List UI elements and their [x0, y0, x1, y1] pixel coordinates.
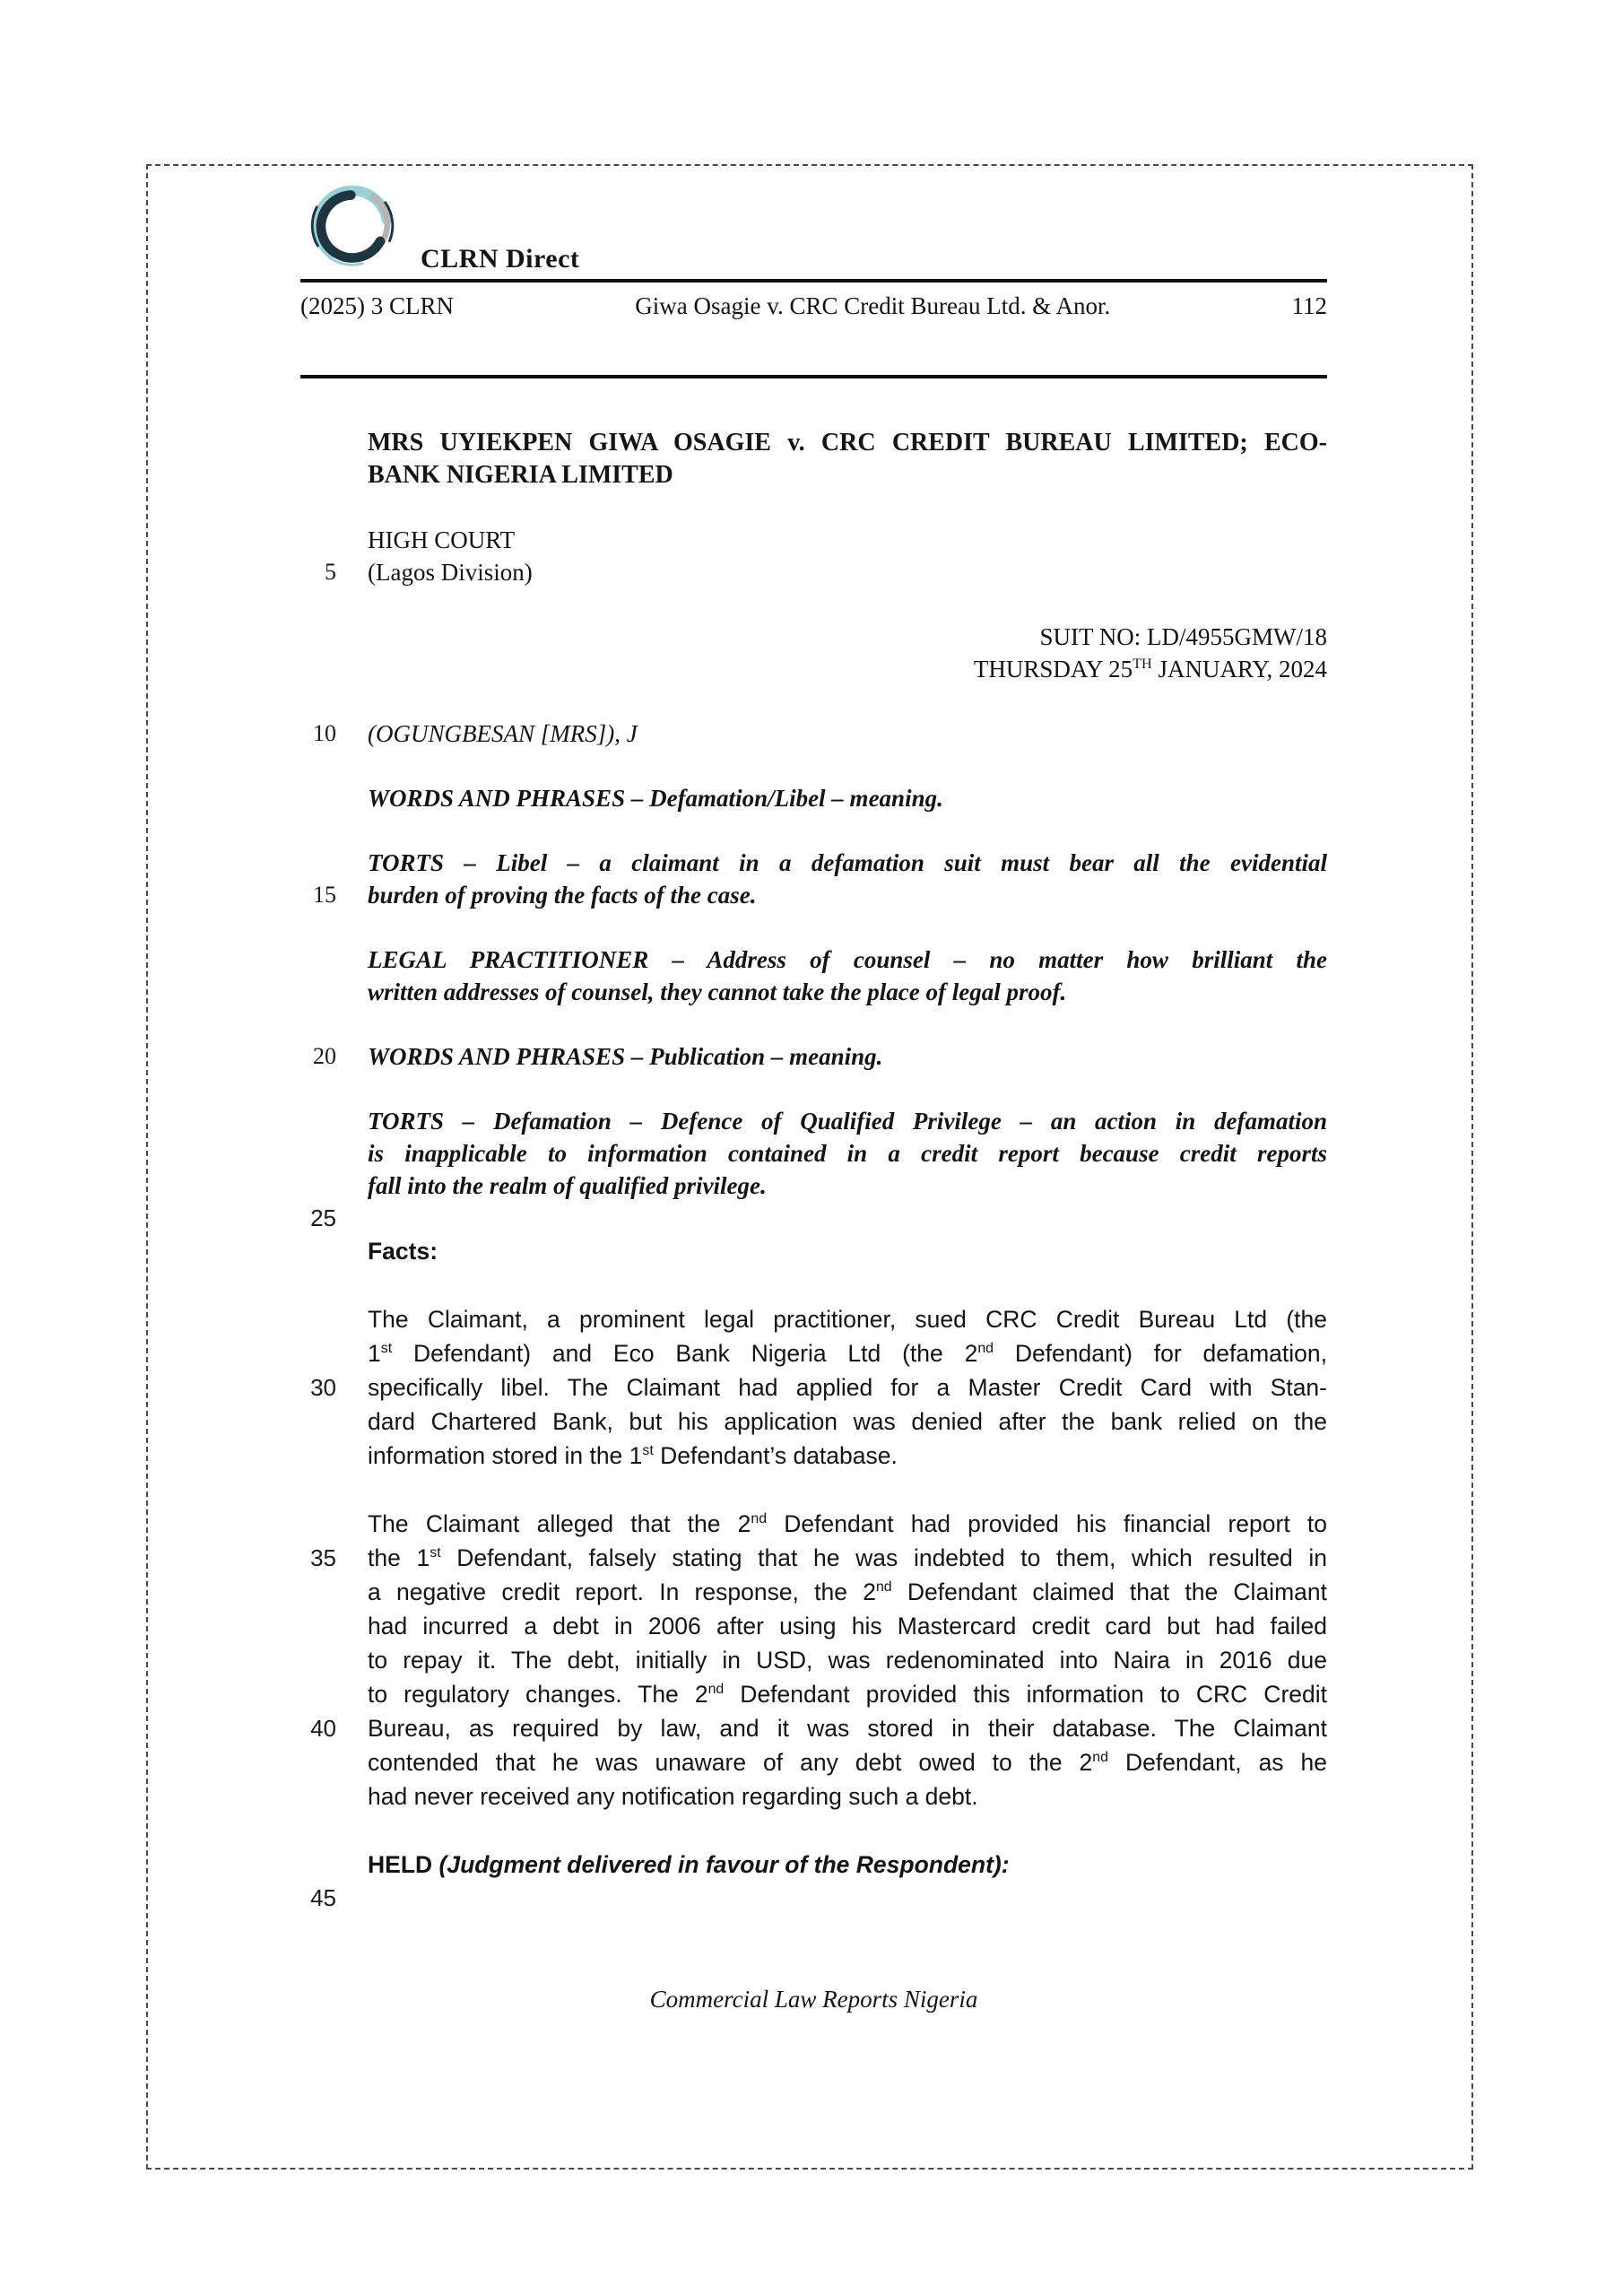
text-line	[300, 1745, 1327, 1779]
page-number: 112	[1291, 292, 1327, 319]
line-text: is inapplicable to information contained in a credit report because credit reports	[368, 1140, 1327, 1167]
text-block-held	[300, 1848, 1327, 1882]
text-block-catch	[300, 782, 1327, 814]
line-number	[300, 1302, 336, 1336]
line-number	[300, 944, 336, 976]
line-number	[300, 1575, 336, 1609]
line-text: written addresses of counsel, they cannot take the place of legal proof.	[368, 978, 1067, 1005]
line-text: BANK NIGERIA LIMITED	[368, 461, 673, 489]
brand-title: CLRN Direct	[421, 244, 580, 274]
line-number	[300, 1105, 336, 1137]
line-number	[300, 459, 336, 491]
footer-text: Commercial Law Reports Nigeria	[649, 1986, 978, 2013]
text-line	[300, 976, 1327, 1008]
line-number	[300, 1336, 336, 1370]
text-block-title	[300, 427, 1327, 491]
line-text: had incurred a debt in 2006 after using his Mastercard credit card but had failed	[368, 1613, 1327, 1639]
text-block-factshead	[300, 1234, 1327, 1268]
document-page	[300, 176, 1327, 2014]
text-line	[300, 556, 1327, 588]
divider-rule	[300, 375, 1327, 378]
line-number	[300, 976, 336, 1008]
text-block-catch	[300, 847, 1327, 911]
text-line	[300, 1370, 1327, 1405]
text-block-catch	[300, 1105, 1327, 1202]
text-line	[300, 1105, 1327, 1137]
text-block-plain	[300, 524, 1327, 588]
text-block-body	[300, 1302, 1327, 1473]
text-line	[300, 944, 1327, 976]
text-block-catch	[300, 1040, 1327, 1073]
line-text: LEGAL PRACTITIONER – Address of counsel – no matter how brilliant the	[368, 946, 1327, 973]
line-text: MRS UYIEKPEN GIWA OSAGIE v. CRC CREDIT BUREAU LIMITED; ECO-	[368, 429, 1327, 457]
citation: (2025) 3 CLRN	[300, 292, 454, 319]
line-text: contended that he was unaware of any debt owed to the 2nd Defendant, as he	[368, 1749, 1327, 1776]
text-line	[300, 879, 1327, 911]
text-line	[300, 1677, 1327, 1711]
text-line	[300, 1575, 1327, 1609]
clrn-logo-icon	[300, 176, 406, 276]
line-text: burden of proving the facts of the case.	[368, 882, 757, 909]
line-number: 5	[325, 559, 336, 585]
line-text: The Claimant, a prominent legal practitioner, sued CRC Credit Bureau Ltd (the	[368, 1306, 1327, 1333]
text-line	[300, 653, 1327, 685]
text-line	[300, 1302, 1327, 1336]
line-text: THURSDAY 25TH JANUARY, 2024	[973, 656, 1327, 683]
text-line	[300, 1170, 1327, 1202]
line-number: 20	[313, 1043, 336, 1069]
line-text	[368, 1882, 1327, 1914]
text-line	[300, 1234, 1327, 1268]
line-number	[300, 1779, 336, 1813]
line-number	[300, 621, 336, 653]
line-number	[300, 1439, 336, 1473]
line-text: had never received any notification regarding such a debt.	[368, 1783, 978, 1810]
line-number	[300, 847, 336, 879]
header	[300, 176, 1327, 276]
line-text: 1st Defendant) and Eco Bank Nigeria Ltd (the 2nd Defendant) for defamation,	[368, 1340, 1327, 1367]
line-number	[300, 1137, 336, 1170]
text-line	[300, 459, 1327, 491]
line-text: TORTS – Libel – a claimant in a defamation suit must bear all the evidential	[368, 849, 1327, 876]
line-number: 15	[313, 882, 336, 908]
text-line	[300, 524, 1327, 556]
header-rule	[300, 279, 1327, 283]
running-title: Giwa Osagie v. CRC Credit Bureau Ltd. & Anor.	[635, 292, 1111, 319]
line-number: 40	[310, 1715, 336, 1742]
text-line	[300, 1137, 1327, 1170]
line-text: TORTS – Defamation – Defence of Qualified Privilege – an action in defamation	[368, 1108, 1327, 1135]
line-number: 30	[310, 1374, 336, 1401]
line-text: WORDS AND PHRASES – Publication – meaning.	[368, 1043, 883, 1070]
line-number	[300, 1643, 336, 1677]
line-text: SUIT NO: LD/4955GMW/18	[1039, 623, 1327, 650]
line-text	[368, 1202, 1327, 1234]
text-line	[300, 1882, 1327, 1914]
text-block-numline	[300, 1882, 1327, 1914]
line-text: Bureau, as required by law, and it was stored in their database. The Claimant	[368, 1715, 1327, 1742]
text-line	[300, 847, 1327, 879]
text-line	[300, 1848, 1327, 1882]
text-line	[300, 782, 1327, 814]
line-number	[300, 1170, 336, 1202]
text-block-catch	[300, 944, 1327, 1008]
text-line	[300, 621, 1327, 653]
text-line	[300, 1779, 1327, 1813]
line-text: dard Chartered Bank, but his application was denied after the bank relied on the	[368, 1408, 1327, 1435]
text-line	[300, 1541, 1327, 1575]
line-number	[300, 782, 336, 814]
text-block-right	[300, 621, 1327, 685]
text-block-body	[300, 1507, 1327, 1813]
line-text: (OGUNGBESAN [MRS]), J	[368, 720, 638, 747]
line-number	[300, 1507, 336, 1541]
running-header	[300, 291, 1327, 321]
text-line	[300, 1643, 1327, 1677]
line-text: to repay it. The debt, initially in USD, was redenominated into Naira in 2016 due	[368, 1647, 1327, 1674]
line-text: specifically libel. The Claimant had applied for a Master Credit Card with Stan-	[368, 1374, 1327, 1401]
text-line	[300, 1202, 1327, 1234]
line-number	[300, 1234, 336, 1268]
line-number	[300, 1848, 336, 1882]
line-number	[300, 1405, 336, 1439]
line-text: a negative credit report. In response, the 2nd Defendant claimed that the Claimant	[368, 1578, 1327, 1605]
text-line	[300, 1609, 1327, 1643]
line-number	[300, 1609, 336, 1643]
text-line	[300, 1507, 1327, 1541]
text-block-judge	[300, 718, 1327, 750]
line-number: 10	[313, 720, 336, 746]
line-text: WORDS AND PHRASES – Defamation/Libel – meaning.	[368, 785, 943, 812]
line-text: The Claimant alleged that the 2nd Defendant had provided his financial report to	[368, 1510, 1327, 1537]
text-line	[300, 1336, 1327, 1370]
line-number	[300, 653, 336, 685]
line-number: 45	[310, 1884, 336, 1911]
line-number	[300, 427, 336, 459]
line-number	[300, 1745, 336, 1779]
line-number	[300, 524, 336, 556]
line-text: HELD (Judgment delivered in favour of the Respondent):	[368, 1851, 1010, 1878]
text-block-numline	[300, 1202, 1327, 1234]
line-text: information stored in the 1st Defendant’s database.	[368, 1442, 898, 1469]
line-text: HIGH COURT	[368, 526, 516, 553]
line-text: fall into the realm of qualified privilege.	[368, 1172, 767, 1199]
text-line	[300, 1711, 1327, 1745]
text-line	[300, 718, 1327, 750]
text-line	[300, 1405, 1327, 1439]
text-line	[300, 1040, 1327, 1073]
line-number: 25	[310, 1205, 336, 1231]
line-number	[300, 1677, 336, 1711]
line-text: to regulatory changes. The 2nd Defendant provided this information to CRC Credit	[368, 1681, 1327, 1708]
text-line	[300, 427, 1327, 459]
line-text: (Lagos Division)	[368, 559, 533, 586]
text-line	[300, 1439, 1327, 1473]
line-text: Facts:	[368, 1238, 438, 1265]
case-report-body	[300, 427, 1327, 1914]
line-text: the 1st Defendant, falsely stating that he was indebted to them, which resulted in	[368, 1544, 1327, 1571]
line-number: 35	[310, 1544, 336, 1571]
